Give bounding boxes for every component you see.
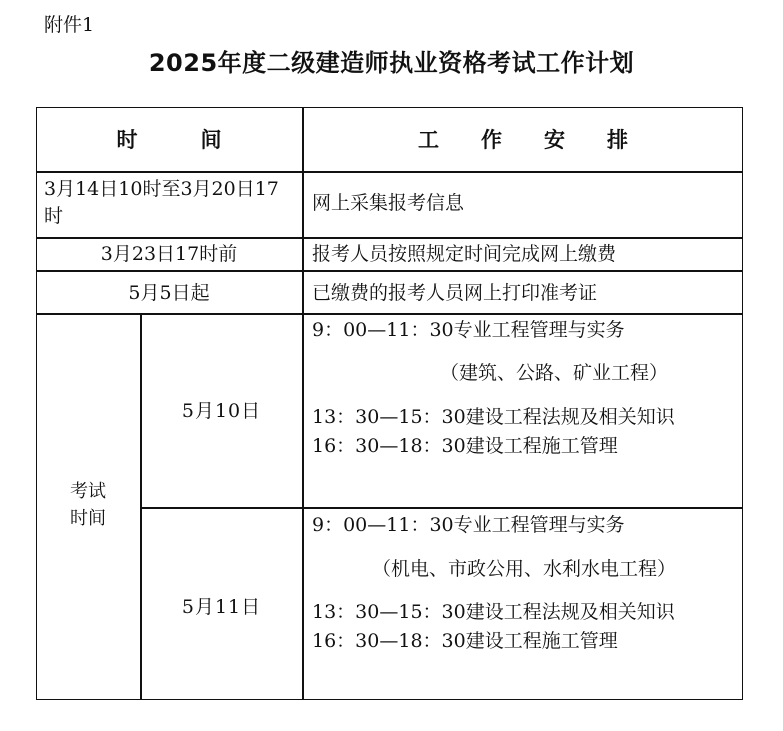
row-divider xyxy=(36,313,743,315)
attachment-label: 附件1 xyxy=(44,14,95,36)
exam-line: 9：00—11：30专业工程管理与实务 xyxy=(312,319,625,341)
row-divider xyxy=(36,270,743,272)
row-divider xyxy=(140,507,743,509)
exam-line: （机电、市政公用、水利水电工程） xyxy=(372,558,677,580)
header-work: 工 作 安 排 xyxy=(418,127,628,152)
header-time: 时 间 xyxy=(116,127,222,152)
column-divider xyxy=(140,313,142,700)
row-time: 5月5日起 xyxy=(128,282,210,304)
row-divider xyxy=(36,171,743,173)
exam-line: 16：30—18：30建设工程施工管理 xyxy=(312,630,618,652)
row-work: 报考人员按照规定时间完成网上缴费 xyxy=(312,243,617,265)
column-divider xyxy=(302,107,304,700)
row-work: 网上采集报考信息 xyxy=(312,192,465,214)
exam-label-line: 考试 xyxy=(70,481,106,502)
page-title: 2025年度二级建造师执业资格考试工作计划 xyxy=(148,49,635,77)
exam-line: 9：00—11：30专业工程管理与实务 xyxy=(312,514,625,536)
exam-label xyxy=(36,478,140,532)
exam-line: 16：30—18：30建设工程施工管理 xyxy=(312,435,618,457)
row-divider xyxy=(36,237,743,239)
exam-line: （建筑、公路、矿业工程） xyxy=(440,362,669,384)
exam-line: 13：30—15：30建设工程法规及相关知识 xyxy=(312,406,675,428)
exam-date: 5月11日 xyxy=(181,596,262,618)
row-time: 3月14日10时至3月20日17时 xyxy=(44,178,279,227)
row-work: 已缴费的报考人员网上打印准考证 xyxy=(312,282,598,304)
exam-line: 13：30—15：30建设工程法规及相关知识 xyxy=(312,601,675,623)
row-time: 3月23日17时前 xyxy=(100,243,238,265)
exam-label-line: 时间 xyxy=(70,508,106,529)
exam-date: 5月10日 xyxy=(181,400,262,422)
